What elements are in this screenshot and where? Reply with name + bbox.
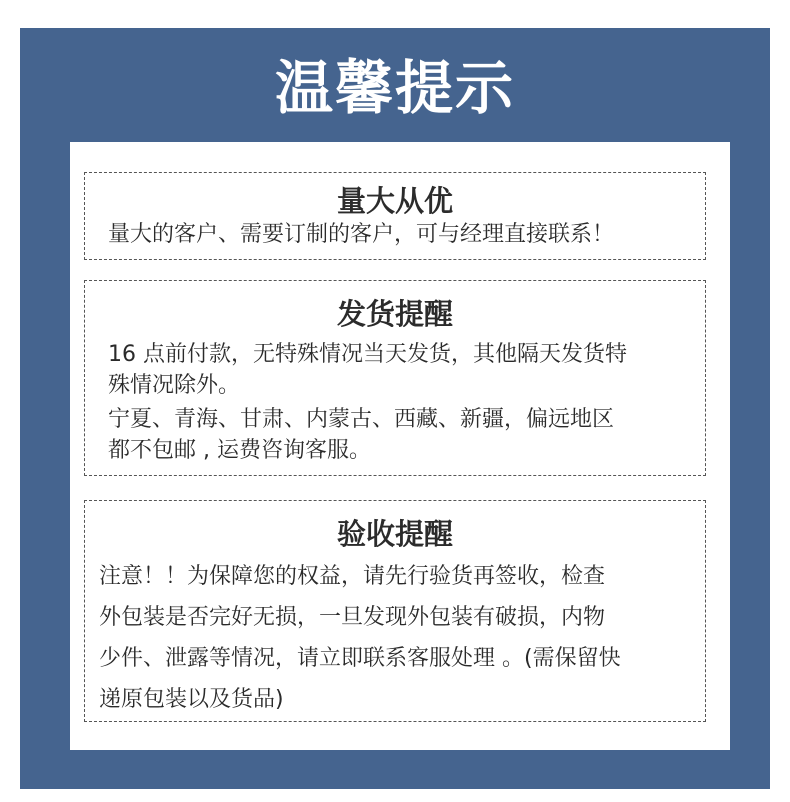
body-line: 量大的客户、需要订制的客户，可与经理直接联系！ (108, 222, 615, 247)
body-line: 少件、泄露等情况，请立即联系客服处理 。(需保留快 (99, 646, 621, 671)
body-line: 注意！！为保障您的权益，请先行验货再签收，检查 (99, 564, 606, 589)
section-heading: 发货提醒 (336, 297, 453, 331)
page-title: 温馨提示 (274, 54, 515, 122)
shipping-reminder-section (84, 280, 706, 476)
body-line: 16 点前付款，无特殊情况当天发货，其他隔天发货特 (108, 342, 627, 367)
body-line: 递原包装以及货品) (99, 687, 284, 712)
body-line: 宁夏、青海、甘肃、内蒙古、西藏、新疆，偏远地区 (108, 407, 615, 432)
body-line: 外包装是否完好无损，一旦发现外包装有破损，内物 (99, 605, 606, 630)
body-line: 都不包邮 , 运费咨询客服。 (108, 438, 371, 463)
body-line: 殊情况除外。 (108, 373, 241, 398)
section-body (85, 556, 705, 720)
section-heading: 量大从优 (336, 184, 453, 218)
section-heading: 验收提醒 (336, 517, 453, 551)
section-body (85, 219, 705, 251)
inspection-reminder-section (84, 500, 706, 722)
section-body (85, 339, 705, 466)
bulk-discount-section (84, 172, 706, 260)
